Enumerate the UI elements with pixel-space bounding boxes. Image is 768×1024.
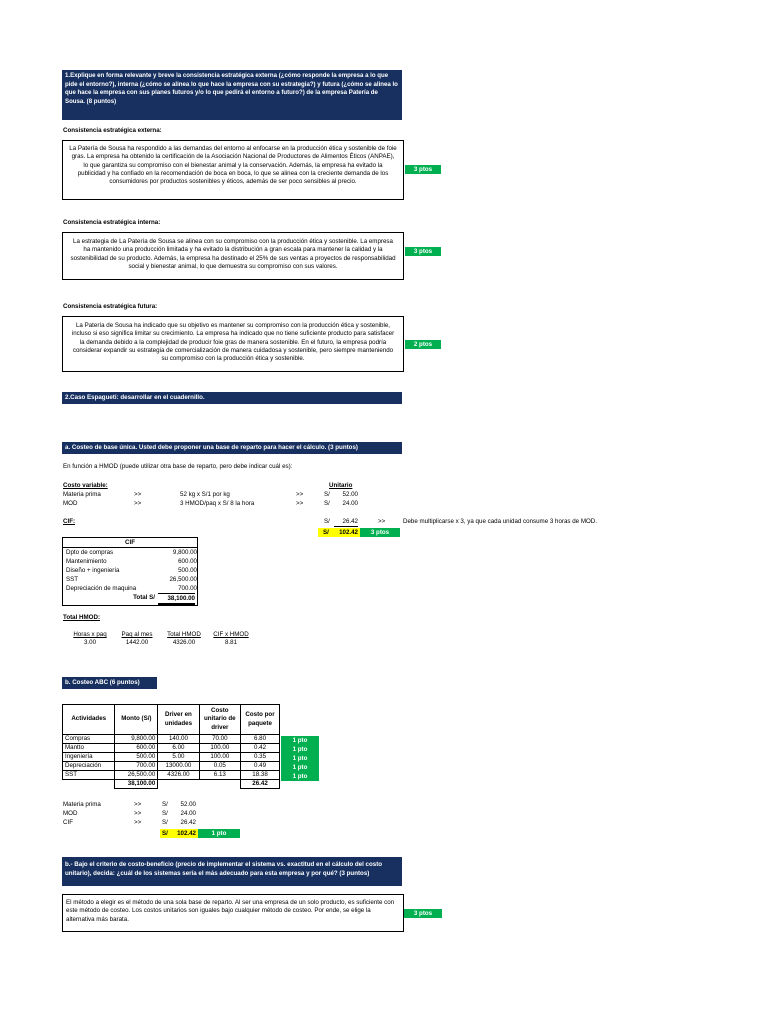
hmod-header: Paq al mes xyxy=(121,631,153,638)
cif-table-row xyxy=(63,575,197,584)
unitario-label: Unitario xyxy=(329,482,353,489)
abc-score-badge: 1 pto xyxy=(281,745,319,754)
cif-row-label: Mantenimiento xyxy=(66,558,107,565)
section-a-score-badge: 3 ptos xyxy=(360,528,400,537)
future-consistency-label: Consistencia estratégica futura: xyxy=(63,303,158,310)
abc-header-cell: Driver en unidades xyxy=(158,705,199,735)
abc-activity: Depreciación xyxy=(63,762,115,771)
internal-consistency-answer: La estrategia de La Patería de Sousa se alinea con su compromiso con la producción ética y sostenible. La empresa ha mantenido una producción limitada y ha evitado la distribución a gran escala para mantener la calidad y la sostenibilidad de su producto. Además, la empresa ha destinado el 25% de sus ventas a proyectos de responsabilidad social y bienestar animal, lo que demuestra su compromiso con sus valores. xyxy=(62,232,404,280)
abc-total-amount: 38,100.00 xyxy=(115,780,158,789)
total-unit-currency: S/ xyxy=(323,529,329,536)
cif-table-title: CIF xyxy=(63,538,197,548)
abc-summary-currency: S/ xyxy=(162,819,168,826)
abc-summary-label: Materia prima xyxy=(63,801,101,808)
abc-total-unit xyxy=(160,829,198,838)
cif-total-label: Total S/ xyxy=(133,594,155,601)
hmod-values xyxy=(70,639,258,647)
abc-driver-unit-cost: 100.00 xyxy=(199,753,240,762)
question-1-header: 1.Explique en forma relevante y breve la consistencia estratégica externa (¿cómo responde la empresa a lo que pide el entorno?), interna (¿cómo se alinea lo que hace la empresa con su estrategia?) y futura (¿cómo se alinea lo que hace la empresa con sus planes futuros y/o lo que pedirá el entorno a futuro?) de la empresa Patería de Sousa. (8 puntos) xyxy=(62,70,402,120)
abc-cost-per-package: 18.38 xyxy=(241,771,280,780)
abc-activity: SST xyxy=(63,771,115,780)
total-unit-cost xyxy=(318,528,360,537)
abc-driver-unit-cost: 70.00 xyxy=(199,735,240,744)
abc-summary-value: 24.00 xyxy=(180,810,196,817)
abc-cost-per-package: 0.35 xyxy=(241,753,280,762)
abc-summary-row xyxy=(63,809,243,818)
abc-table-row xyxy=(63,744,280,753)
section-c-header: b.- Bajo el criterio de costo-beneficio (precio de implementar el sistema vs. exactitud en el cálculo del costo unitario), decida: ¿cuál de los sistemas sería el más adecuado para esta empresa y por qué? (3 puntos) xyxy=(62,857,402,886)
abc-summary-arrow: >> xyxy=(134,810,142,817)
section-b-header: b. Costeo ABC (6 puntos) xyxy=(62,677,157,689)
cif-total-value: 38,100.00 xyxy=(158,593,195,605)
cost-benefit-answer: El método a elegir es el método de una sola base de reparto. Al ser una empresa de un solo producto, es suficiente con este método de costeo. Los costos unitarios son iguales bajo cualquier método de costeo. Por ende, se elige la alternativa más barata. xyxy=(62,894,404,932)
abc-activity: Ingeniería xyxy=(63,753,115,762)
abc-driver-unit-cost: 0.05 xyxy=(199,762,240,771)
external-consistency-label: Consistencia estratégica externa: xyxy=(63,127,162,134)
cif-table-row xyxy=(63,548,197,557)
cif-row-value: 600.00 xyxy=(178,558,197,565)
abc-driver: 13000.00 xyxy=(158,762,199,771)
mp-arrow-2: >> xyxy=(296,491,304,498)
cif-table-row xyxy=(63,566,197,575)
abc-summary-value: 52.00 xyxy=(180,801,196,808)
abc-amount: 26,500.00 xyxy=(115,771,158,780)
mod-unit-value: 24.00 xyxy=(342,500,358,507)
abc-header-cell: Monto (S/) xyxy=(115,705,158,735)
abc-table xyxy=(62,704,280,789)
abc-table-row xyxy=(63,771,280,780)
section-c-score-badge: 3 ptos xyxy=(404,909,442,918)
question-2-header: 2.Caso Espagueti: desarrollar en el cuadernillo. xyxy=(62,392,402,404)
cif-table-row xyxy=(63,557,197,566)
mp-currency: S/ xyxy=(324,491,330,498)
abc-total-value: 102.42 xyxy=(177,830,196,837)
abc-amount: 500.00 xyxy=(115,753,158,762)
hmod-value: 3.00 xyxy=(83,639,97,647)
abc-header-cell: Actividades xyxy=(63,705,115,735)
cif-note: Debe multiplicarse x 3, ya que cada unidad consume 3 horas de MOD. xyxy=(403,518,597,525)
external-consistency-answer: La Patería de Sousa ha respondido a las demandas del entorno al enfocarse en la producción ética y sostenible de foie gras. La empresa ha obtenido la certificación de la Asociación Nacional de Productores de Alimentos Éticos (ANPAE), lo que garantiza su compromiso con el bienestar animal y la conservación. Además, la empresa ha evitado la publicidad y ha confiado en la recomendación de boca en boca, lo que se alinea con la creciente demanda de los consumidores por productos sostenibles y éticos, además de ser poco sensibles al precio. xyxy=(62,140,404,200)
abc-score-badge: 1 pto xyxy=(281,754,319,763)
abc-body xyxy=(63,735,280,789)
abc-driver: 6.00 xyxy=(158,744,199,753)
abc-header-row xyxy=(63,705,280,735)
abc-score-column xyxy=(281,736,319,781)
cif-table-rows xyxy=(63,548,197,593)
abc-cost-per-package: 0.42 xyxy=(241,744,280,753)
abc-summary-arrow: >> xyxy=(134,801,142,808)
cif-arrow: >> xyxy=(378,518,386,525)
hmod-value: 4326.00 xyxy=(172,639,196,647)
cif-table-row xyxy=(63,584,197,593)
abc-score-badge: 1 pto xyxy=(281,736,319,745)
hmod-headers xyxy=(70,631,258,639)
cif-row-label: Dpto de compras xyxy=(66,549,114,556)
cif-total-row xyxy=(63,593,197,605)
total-unit-value: 102.42 xyxy=(339,529,358,536)
abc-summary-score-badge: 1 pto xyxy=(198,829,240,838)
cif-row-value: 9,800.00 xyxy=(172,549,197,556)
abc-total-cost: 26.42 xyxy=(241,780,280,789)
hmod-value: 1442.00 xyxy=(125,639,149,647)
abc-header-cell: Costo por paquete xyxy=(241,705,280,735)
hmod-header: Total HMOD xyxy=(167,631,201,638)
mp-formula: 52 kg x S/1 por kg xyxy=(180,491,230,498)
hmod-value: 8.81 xyxy=(224,639,238,647)
abc-summary-currency: S/ xyxy=(162,801,168,808)
cif-row-value: 500.00 xyxy=(178,567,197,574)
abc-total-blank-3 xyxy=(199,780,240,789)
abc-table-row xyxy=(63,762,280,771)
cif-row-value: 700.00 xyxy=(178,585,197,592)
abc-score-badge: 1 pto xyxy=(281,763,319,772)
abc-activity: Mantto xyxy=(63,744,115,753)
abc-activity: Compras xyxy=(63,735,115,744)
abc-summary-row xyxy=(63,818,243,827)
abc-driver-unit-cost: 100.00 xyxy=(199,744,240,753)
abc-cost-per-package: 6.80 xyxy=(241,735,280,744)
abc-table-row xyxy=(63,753,280,762)
abc-amount: 600.00 xyxy=(115,744,158,753)
abc-amount: 9,800.00 xyxy=(115,735,158,744)
cif-unit-value: 26.42 xyxy=(334,518,358,527)
abc-driver: 5.00 xyxy=(158,753,199,762)
hmod-header: CIF x HMOD xyxy=(213,631,249,638)
base-intro-text: En función a HMOD (puede utilizar otra base de reparto, pero debe indicar cuál es): xyxy=(63,463,293,470)
abc-table-row xyxy=(63,735,280,744)
abc-summary-arrow: >> xyxy=(134,819,142,826)
external-score-badge: 3 ptos xyxy=(405,165,441,174)
section-a-header: a. Costeo de base única. Usted debe proponer una base de reparto para hacer el cálculo. (3 puntos) xyxy=(62,442,402,454)
mod-arrow: >> xyxy=(134,500,142,507)
abc-summary-currency: S/ xyxy=(162,810,168,817)
abc-driver: 4326.00 xyxy=(158,771,199,780)
hmod-table xyxy=(70,631,258,648)
abc-amount: 700.00 xyxy=(115,762,158,771)
future-score-badge: 2 ptos xyxy=(405,340,441,349)
internal-consistency-label: Consistencia estratégica interna: xyxy=(63,219,161,226)
cif-row-label: Diseño + ingeniería xyxy=(66,567,120,574)
mp-arrow: >> xyxy=(134,491,142,498)
cif-row-label: SST xyxy=(66,576,79,583)
abc-cost-per-package: 0.49 xyxy=(241,762,280,771)
abc-header-cell: Costo unitario de driver xyxy=(199,705,240,735)
hmod-header: Horas x paq xyxy=(73,631,107,638)
abc-total-row xyxy=(63,780,280,789)
internal-score-badge: 3 ptos xyxy=(405,247,441,256)
abc-total-blank xyxy=(63,780,115,789)
abc-summary-value: 26.42 xyxy=(180,819,196,826)
mod-formula: 3 HMOD/paq x S/ 8 la hora xyxy=(180,500,255,507)
mod-currency: S/ xyxy=(324,500,330,507)
cif-label: CIF: xyxy=(63,518,76,525)
abc-summary xyxy=(63,800,243,827)
mod-label: MOD xyxy=(63,500,78,507)
cif-row-label: Depreciación de maquina xyxy=(66,585,137,592)
cif-currency: S/ xyxy=(324,518,330,525)
cif-row-value: 26,500.00 xyxy=(169,576,197,583)
abc-driver-unit-cost: 6.13 xyxy=(199,771,240,780)
future-consistency-answer: La Patería de Sousa ha indicado que su objetivo es mantener su compromiso con la producción ética y sostenible, incluso si eso significa limitar su crecimiento. La empresa ha indicado que no tiene suficiente producto para satisfacer la demanda debido a la complejidad de producir foie gras de manera sostenible. En el futuro, la empresa podría considerar expandir su estrategia de comercialización de manera cuidadosa y sostenible, pero siempre manteniendo su compromiso con la producción ética y sostenible. xyxy=(62,316,404,372)
abc-summary-label: CIF xyxy=(63,819,73,826)
abc-total-blank-2 xyxy=(158,780,199,789)
mod-arrow-2: >> xyxy=(296,500,304,507)
abc-summary-label: MOD xyxy=(63,810,78,817)
abc-summary-row xyxy=(63,800,243,809)
cif-table xyxy=(62,537,198,606)
mp-unit-value: 52.00 xyxy=(342,491,358,498)
mp-label: Materia prima xyxy=(63,491,101,498)
abc-total-currency: S/ xyxy=(162,830,168,837)
total-hmod-label: Total HMOD: xyxy=(63,614,101,621)
abc-driver: 140.00 xyxy=(158,735,199,744)
costo-variable-label: Costo variable: xyxy=(63,482,108,489)
abc-score-badge: 1 pto xyxy=(281,772,319,781)
